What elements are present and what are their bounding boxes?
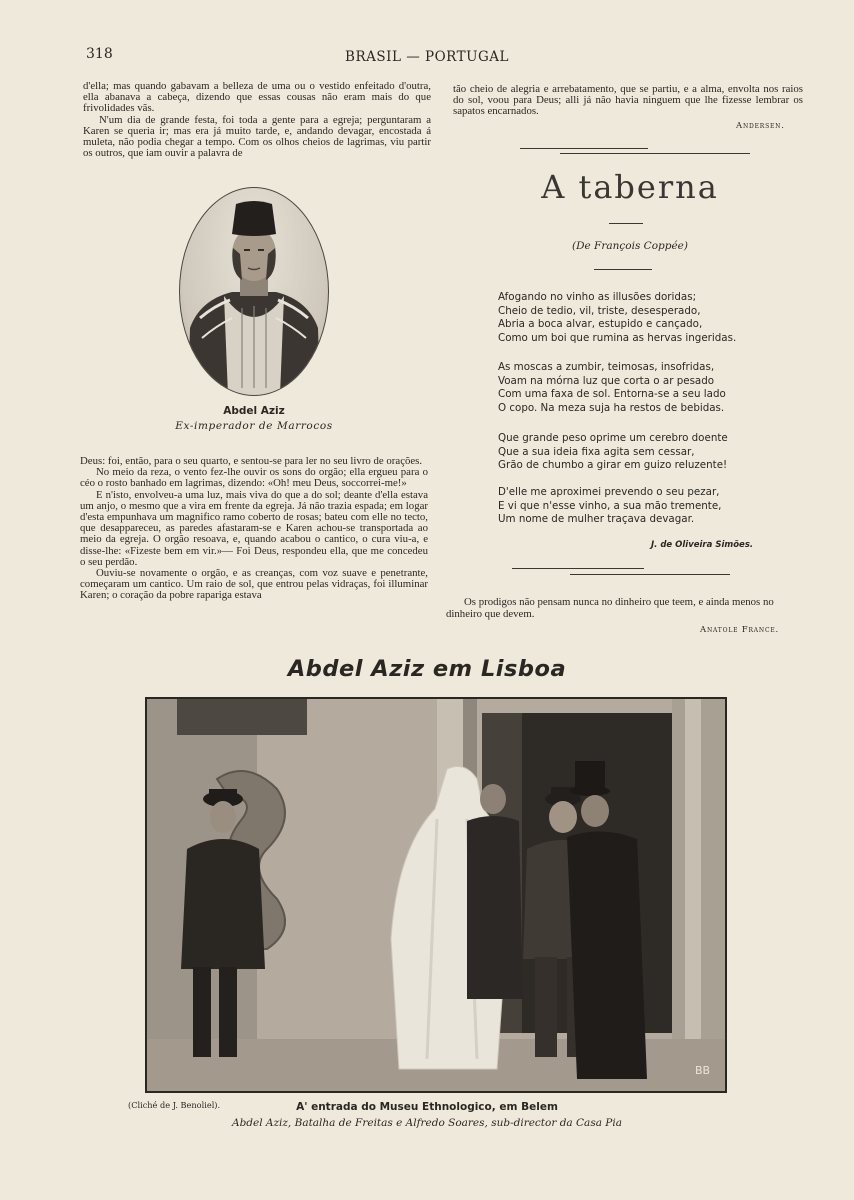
poem-line: Um nome de mulher traçava devagar.: [498, 513, 695, 526]
paragraph: Deus: foi, então, para o seu quarto, e sentou-se para ler no seu livro de orações.: [80, 455, 423, 467]
poem-stanza: [498, 486, 798, 527]
article-heading: Abdel Aziz em Lisboa: [287, 656, 567, 682]
poem-stanza: [498, 361, 798, 415]
photo-illustration: [147, 699, 725, 1091]
paragraph: E n'isto, envolveu-a uma luz, mais viva do que a do sol; deante d'ella estava um anjo, o mesmo que a vira em frente da egreja. Já não trazia espada; em logar d'esta empunhava um magnifico ramo coberto de rosas; bateu com elle no tecto, que desappareceu, as paredes afastaram-se e Karen achou-se transportada ao meio da egreja. O orgão resoava, e, quando acabou o cantico, o cura viu-a, e disse-lhe: «Fizeste bem em vir.»— Foi Deus, respondeu ella, que me concedeu o seu perdão.: [80, 488, 428, 568]
quote-text: Os prodigos não pensam nunca no dinheiro que teem, e ainda menos no dinheiro que devem.: [446, 596, 774, 621]
poem-line: O copo. Na meza suja ha restos de bebidas.: [498, 401, 725, 414]
poem-line: Afogando no vinho as illusões doridas;: [498, 291, 697, 303]
poem-title: A taberna: [541, 168, 719, 206]
museum-entrance-photo: [145, 697, 727, 1093]
left-column-top-text: [83, 81, 431, 159]
portrait-illustration: [180, 188, 328, 395]
poem-line: Que grande peso oprime um cerebro doente: [498, 432, 728, 444]
divider-rule: [512, 568, 644, 569]
poem-line: Com uma faxa de sol. Entorna-se a seu lado: [498, 388, 726, 401]
left-column-bottom-text: [80, 456, 428, 602]
page-number: 318: [86, 46, 113, 62]
poem-line: E vi que n'esse vinho, a sua mão tremente,: [498, 499, 722, 512]
poem-line: Como um boi que rumina as hervas ingeridas.: [498, 331, 737, 344]
story-signature: Andersen.: [736, 121, 785, 131]
paragraph: tão cheio de alegria e arrebatamento, que se partiu, e a alma, envolta nos raios do sol, voou para Deus; alli já não havia ninguem que lhe fizesse lembrar os sapatos encarnados.: [453, 83, 803, 118]
poem-line: Que a sua ideia fixa agita sem cessar,: [498, 445, 695, 458]
poem-stanza: [498, 291, 798, 345]
portrait-photo: [179, 187, 329, 396]
poem-stanza: [498, 432, 798, 473]
paragraph: d'ella; mas quando gabavam a belleza de uma ou o vestido enfeitado d'outra, ella abanava a cabeça, dizendo que essas cousas não eram mais do que frivolidades vãs.: [83, 80, 431, 115]
poem-line: Cheio de tedio, vil, triste, desesperado,: [498, 304, 701, 317]
portrait-name: Abdel Aziz: [223, 405, 285, 417]
portrait-subtitle: Ex-imperador de Marrocos: [175, 420, 333, 432]
divider-rule: [570, 574, 730, 575]
paragraph: Ouviu-se novamente o orgão, e as creanças, com voz suave e penetrante, começaram um cantico. Um raio de sol, que entrou pelas vidraças, foi illuminar Karen; o coração da pobre rapariga estava: [80, 567, 428, 602]
right-column-top-text: [453, 84, 803, 118]
poem-translator: J. de Oliveira Simões.: [651, 540, 754, 550]
photo-caption: A' entrada do Museu Ethnologico, em Belem: [296, 1101, 558, 1113]
divider-rule: [520, 148, 648, 149]
divider-rule: [594, 269, 652, 270]
poem-line: Abria a boca alvar, estupido e cançado,: [498, 318, 703, 331]
poem-line: Voam na mórna luz que corta o ar pesado: [498, 374, 715, 387]
running-title: BRASIL — PORTUGAL: [345, 49, 509, 65]
photo-subcaption: Abdel Aziz, Batalha de Freitas e Alfredo Soares, sub-director da Casa Pia: [231, 1117, 622, 1129]
poem-line: As moscas a zumbir, teimosas, insofridas,: [498, 361, 715, 373]
poem-line: Grão de chumbo a girar em guizo reluzente!: [498, 459, 728, 472]
svg-text:BB: BB: [695, 1064, 711, 1077]
photo-credit: (Cliché de J. Benoliel).: [128, 1100, 221, 1110]
paragraph: No meio da reza, o vento fez-lhe ouvir os sons do orgão; ella ergueu para o céo o rosto banhado em lagrimas, dizendo: «Oh! meu Deus, soccorrei-me!»: [80, 466, 428, 490]
quote-author: Anatole France.: [700, 625, 780, 635]
divider-rule: [609, 223, 643, 224]
divider-rule: [560, 153, 750, 154]
paragraph: N'um dia de grande festa, foi toda a gente para a egreja; perguntaram a Karen se queria ir; mas era já muito tarde, e, andando devagar, encostada á muleta, não podia chegar a tempo. Com os olhos cheios de lagrimas, viu partir os outros, que iam ouvir a palavra de: [83, 113, 431, 160]
poem-line: D'elle me aproximei prevendo o seu pezar,: [498, 486, 720, 498]
poem-author: (De François Coppée): [571, 240, 688, 252]
